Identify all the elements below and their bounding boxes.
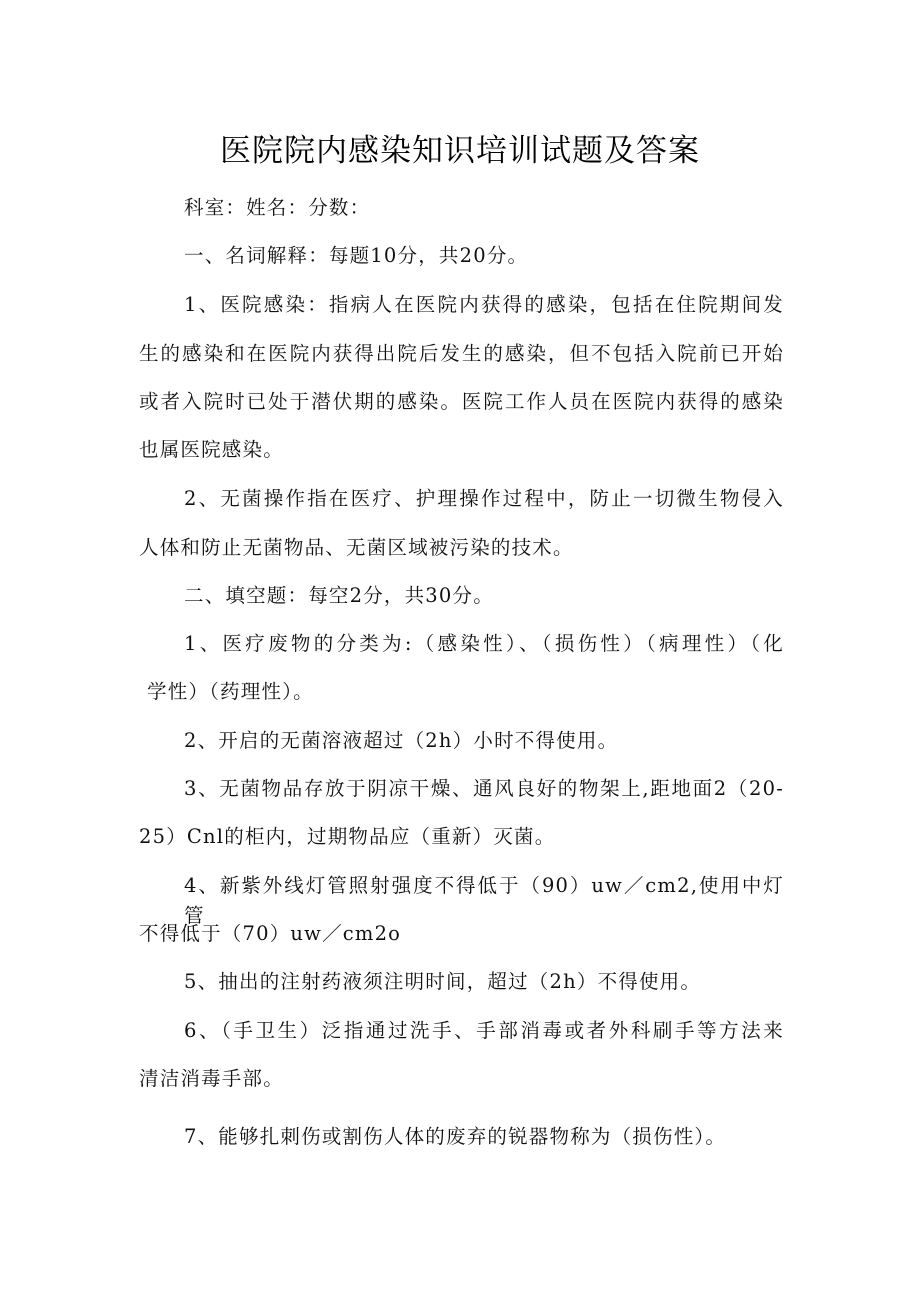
section2-q7: 7、能够扎刺伤或割伤人体的废弃的锐器物称为（损伤性）。	[184, 1125, 727, 1148]
section1-q1-line: 或者入院时已处于潜伏期的感染。医院工作人员在医院内获得的感染	[139, 390, 784, 413]
header-fields: 科室：姓名：分数：	[184, 196, 371, 219]
section2-q3-line: 3、无菌物品存放于阴凉干燥、通风良好的物架上,距地面2（20-	[184, 777, 784, 800]
section2-q4-line: 不得低于（70）uw／cm2o	[139, 922, 402, 945]
section2-q6-line: 清洁消毒手部。	[139, 1067, 284, 1090]
section2-q1-line: 学性）（药理性）。	[147, 680, 314, 703]
section2-q3-line: 25）Cnl的柜内，过期物品应（重新）灭菌。	[139, 825, 556, 848]
section2-q2: 2、开启的无菌溶液超过（2h）小时不得使用。	[184, 729, 619, 752]
document-title: 医院院内感染知识培训试题及答案	[220, 133, 700, 169]
section1-q2-line: 人体和防止无菌物品、无菌区域被污染的技术。	[139, 536, 574, 559]
section2-q5: 5、抽出的注射药液须注明时间，超过（2h）不得使用。	[184, 970, 702, 993]
section1-q1-line: 生的感染和在医院内获得出院后发生的感染，但不包括入院前已开始	[139, 342, 784, 365]
section2-q6-line: 6、（手卫生）泛指通过洗手、手部消毒或者外科刷手等方法来	[184, 1019, 784, 1042]
section1-heading: 一、名词解释：每题10分，共20分。	[184, 244, 529, 267]
section2-q4-line: 4、新紫外线灯管照射强度不得低于（90）uw／cm2,使用中灯管	[184, 874, 784, 927]
section1-q1-line: 1、医院感染：指病人在医院内获得的感染，包括在住院期间发	[184, 293, 784, 316]
section2-q1-line: 1、医疗废物的分类为:（感染性）、（损伤性）（病理性）（化	[184, 632, 784, 655]
section2-heading: 二、填空题：每空2分，共30分。	[184, 584, 494, 607]
section1-q1-line: 也属医院感染。	[139, 438, 284, 461]
section1-q2-line: 2、无菌操作指在医疗、护理操作过程中，防止一切微生物侵入	[184, 487, 784, 510]
